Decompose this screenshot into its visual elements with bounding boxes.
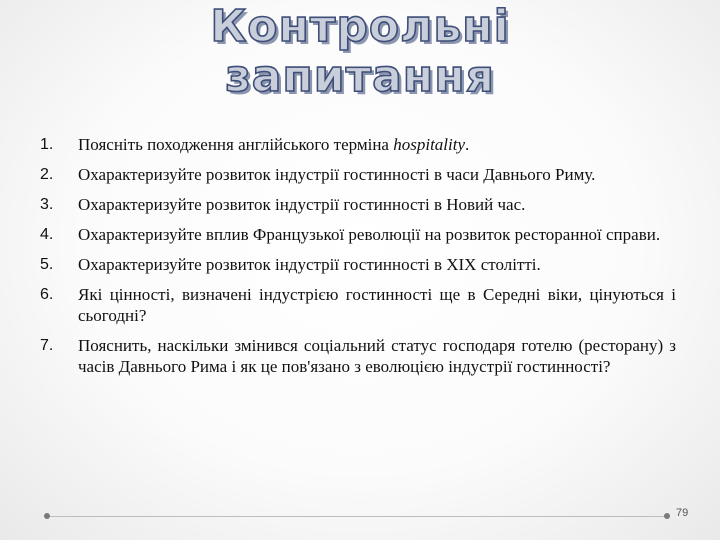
footer-dot-left [44,513,50,519]
question-text-part: Поясніть походження англійського терміна [78,135,394,154]
slide-title-line-2: запитання [225,51,495,102]
question-text [78,134,676,155]
question-text: Охарактеризуйте вплив Французької революції на розвиток ресторанної справи. [78,225,661,244]
question-item-1 [40,134,676,155]
question-text: Охарактеризуйте розвиток індустрії гостинності в XIX столітті. [78,255,541,274]
questions-list [40,134,676,386]
question-number: 3. [40,196,54,213]
question-term-italic: hospitality [393,135,466,154]
slide-title-line-1: Контрольні [210,1,510,52]
question-item-6 [40,284,676,326]
question-number: 4. [40,226,54,243]
question-item-7 [40,335,676,377]
question-text: Пояснить, наскільки змінився соціальний статус господаря готелю (ресторану) з часів Давнього Рима і як це пов'язано з еволюцією індустрії гостинності? [78,336,676,376]
footer-dot-right [664,513,670,519]
question-item-5 [40,254,676,275]
slide-title [0,2,720,102]
question-number: 1. [40,136,54,153]
question-item-4 [40,224,676,245]
footer-divider [48,516,668,517]
question-item-2 [40,164,676,185]
question-text-part: . [465,135,470,154]
question-number: 6. [40,286,54,303]
question-text: Які цінності, визначені індустрією гостинності ще в Середні віки, цінуються і сьогодні? [78,285,676,325]
question-text: Охарактеризуйте розвиток індустрії гостинності в Новий час. [78,195,526,214]
page-number: 79 [676,507,689,519]
question-number: 5. [40,256,54,273]
question-text: Охарактеризуйте розвиток індустрії гостинності в часи Давнього Риму. [78,165,596,184]
question-item-3 [40,194,676,215]
question-number: 2. [40,166,54,183]
question-number: 7. [40,337,54,354]
